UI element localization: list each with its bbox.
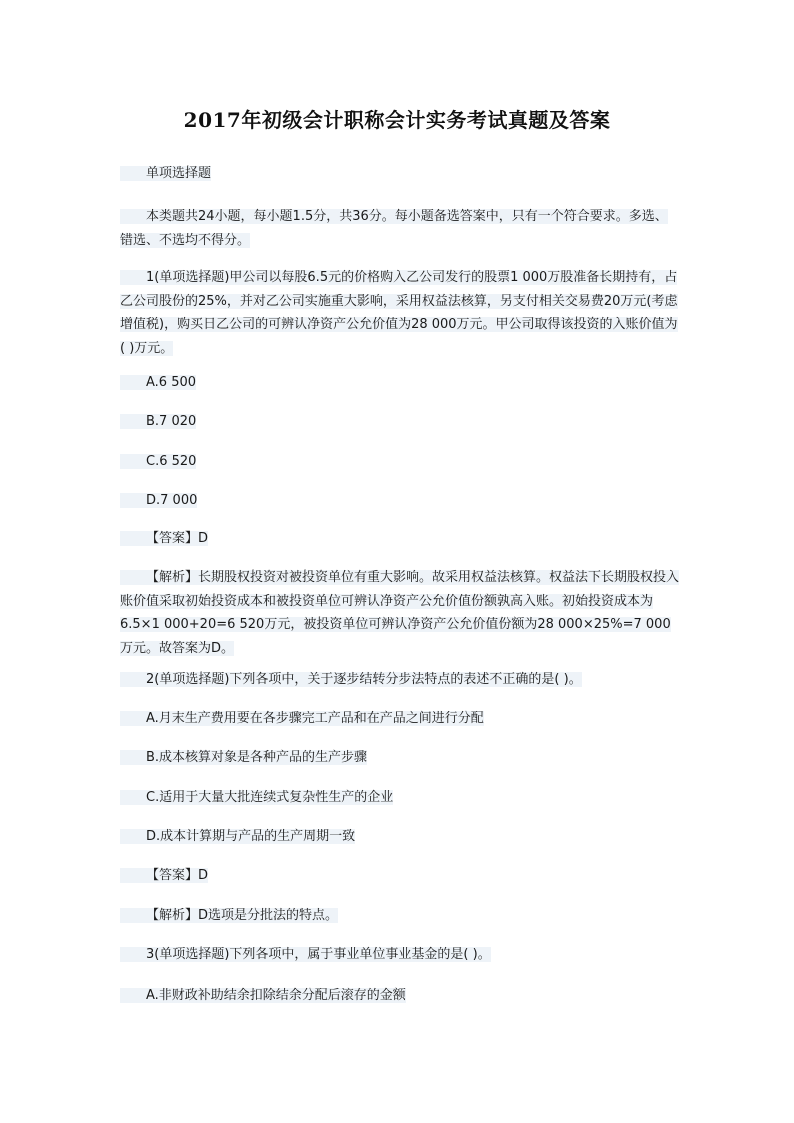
question-stem-text: 1(单项选择题)甲公司以每股6.5元的价格购入乙公司发行的股票1 000万股准备长期持有，占乙公司股份的25%，并对乙公司实施重大影响，采用权益法核算，另支付相关交易费20万元(考虑增值税)，购买日乙公司的可辨认净资产公允价值为28 000万元。甲公司取得该投资的入账价值为( )万元。 xyxy=(120,270,678,356)
question-2-option-d xyxy=(120,825,680,849)
question-1-option-c xyxy=(120,450,680,474)
answer-text: 【答案】D xyxy=(146,868,209,883)
option-text: B.成本核算对象是各种产品的生产步骤 xyxy=(146,750,368,765)
question-3-option-a xyxy=(120,984,680,1008)
section-heading-text: 单项选择题 xyxy=(146,166,212,181)
option-text: B.7 020 xyxy=(146,414,197,429)
question-2-option-c xyxy=(120,786,680,810)
instructions-text: 本类题共24小题，每小题1.5分，共36分。每小题备选答案中，只有一个符合要求。多选、错选、不选均不得分。 xyxy=(120,209,668,248)
question-2-option-b xyxy=(120,746,680,770)
option-text: A.非财政补助结余扣除结余分配后滚存的金额 xyxy=(146,988,406,1003)
question-2-analysis xyxy=(120,904,680,928)
answer-text: 【答案】D xyxy=(146,531,209,546)
question-2-stem xyxy=(120,668,680,692)
option-text: A.6 500 xyxy=(146,375,197,390)
question-2-answer xyxy=(120,864,680,888)
question-1-answer xyxy=(120,527,680,551)
option-text: D.成本计算期与产品的生产周期一致 xyxy=(146,829,356,844)
question-stem-text: 2(单项选择题)下列各项中，关于逐步结转分步法特点的表述不正确的是( )。 xyxy=(146,672,582,687)
analysis-text: 【解析】长期股权投资对被投资单位有重大影响。故采用权益法核算。权益法下长期股权投入账价值采取初始投资成本和被投资单位可辨认净资产公允价值份额孰高入账。初始投资成本为6.5×1 000+20=6 520万元，被投资单位可辨认净资产公允价值份额为28 000×25%=7 000万元。故答案为D。 xyxy=(120,570,680,656)
question-1-analysis xyxy=(120,566,680,660)
option-text: C.6 520 xyxy=(146,454,197,469)
question-1-option-a xyxy=(120,371,680,395)
question-1-stem xyxy=(120,266,680,360)
analysis-text: 【解析】D选项是分批法的特点。 xyxy=(146,908,339,923)
question-1-option-d xyxy=(120,489,680,513)
question-3-stem xyxy=(120,943,680,967)
instructions-paragraph xyxy=(120,205,680,252)
option-text: C.适用于大量大批连续式复杂性生产的企业 xyxy=(146,790,394,805)
option-text: D.7 000 xyxy=(146,493,198,508)
section-heading xyxy=(120,162,680,186)
question-2-option-a xyxy=(120,707,680,731)
document-title: 2017年初级会计职称会计实务考试真题及答案 xyxy=(183,108,611,132)
question-1-option-b xyxy=(120,410,680,434)
question-stem-text: 3(单项选择题)下列各项中，属于事业单位事业基金的是( )。 xyxy=(146,947,491,962)
option-text: A.月末生产费用要在各步骤完工产品和在产品之间进行分配 xyxy=(146,711,484,726)
